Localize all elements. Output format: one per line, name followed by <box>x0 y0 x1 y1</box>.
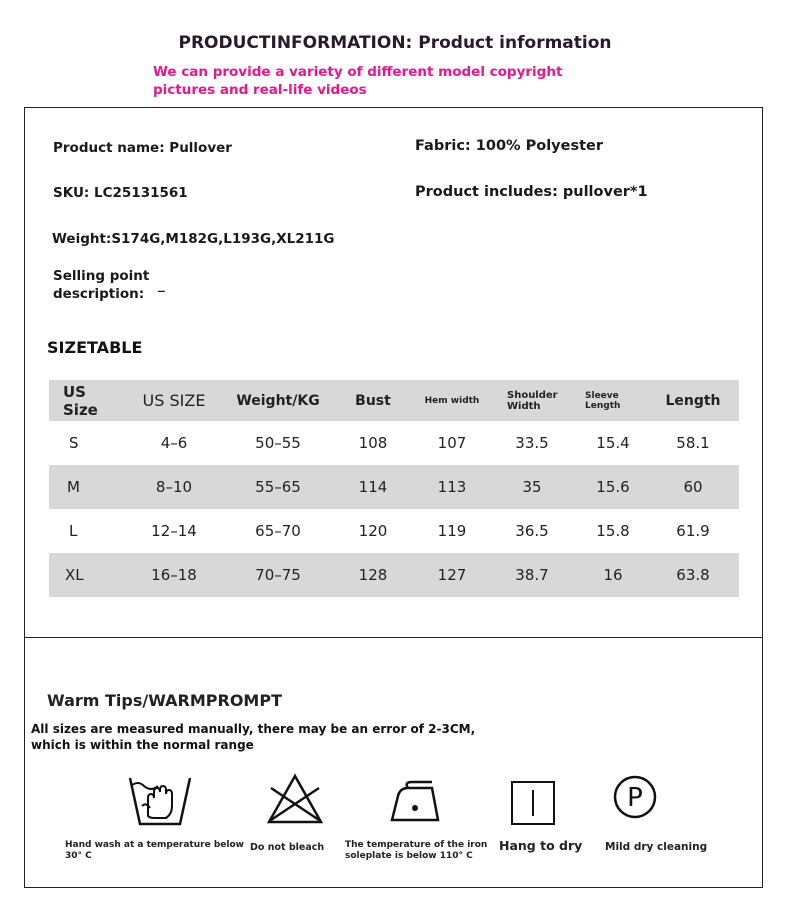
size-table-header <box>49 380 739 421</box>
cell-weight: 50–55 <box>255 434 301 452</box>
cell-shoulder: 33.5 <box>515 434 549 452</box>
cell-shoulder: 38.7 <box>485 553 579 597</box>
cell-hem: 119 <box>437 522 467 540</box>
header-shoulder-width: Shoulder Width <box>485 380 579 421</box>
warm-tips-title: Warm Tips/WARMPROMPT <box>47 691 282 710</box>
cell-us-size: 8–10 <box>119 465 229 509</box>
cell-sleeve: 15.8 <box>596 522 630 540</box>
size-table <box>49 380 739 597</box>
header-us-size-upper: US SIZE <box>119 380 229 421</box>
copyright-note-line2: pictures and real-life videos <box>153 82 367 98</box>
cell-hem: 113 <box>419 465 485 509</box>
cell-size: M <box>49 465 119 509</box>
cell-size: L <box>69 522 78 540</box>
cell-length: 60 <box>647 465 739 509</box>
cell-hem: 127 <box>419 553 485 597</box>
care-caption-hand-wash <box>65 840 244 862</box>
copyright-note <box>153 63 562 99</box>
product-name: Product name: Pullover <box>53 140 232 156</box>
table-row <box>49 509 739 553</box>
cell-hem: 107 <box>437 434 467 452</box>
cell-us-size: 16–18 <box>119 553 229 597</box>
cell-sleeve: 15.4 <box>596 434 630 452</box>
cell-length: 63.8 <box>647 553 739 597</box>
care-caption-line: The temperature of the iron <box>345 840 488 850</box>
care-caption-iron <box>345 840 487 862</box>
cell-size: XL <box>49 553 119 597</box>
hang-dry-icon <box>510 780 556 826</box>
do-not-bleach-icon <box>265 772 325 826</box>
cell-weight: 65–70 <box>255 522 301 540</box>
table-row <box>49 421 739 465</box>
header-length: Length <box>647 380 739 421</box>
cell-weight: 55–65 <box>229 465 327 509</box>
care-caption-hang: Hang to dry <box>499 838 583 853</box>
warm-tips-line2: which is within the normal range <box>31 738 254 752</box>
selling-point-value: _ <box>158 277 165 293</box>
dry-clean-icon <box>612 774 658 820</box>
cell-size: S <box>69 434 79 452</box>
iron-icon <box>388 780 442 824</box>
care-caption-dry-clean: Mild dry cleaning <box>605 841 708 853</box>
size-table-title: SIZETABLE <box>47 338 143 357</box>
cell-length: 61.9 <box>676 522 710 540</box>
cell-weight: 70–75 <box>229 553 327 597</box>
copyright-note-line1: We can provide a variety of different model copyright <box>153 64 563 80</box>
header-weight: Weight/KG <box>229 380 327 421</box>
cell-shoulder: 35 <box>485 465 579 509</box>
product-includes: Product includes: pullover*1 <box>415 184 648 200</box>
selling-point-line1: Selling point <box>53 268 150 284</box>
hand-wash-icon <box>128 772 192 828</box>
product-sku: SKU: LC25131561 <box>53 185 188 201</box>
selling-point-line2: description: <box>53 286 145 302</box>
table-row <box>49 553 739 597</box>
cell-sleeve: 16 <box>579 553 647 597</box>
cell-us-size: 12–14 <box>151 522 197 540</box>
cell-bust: 120 <box>358 522 388 540</box>
product-fabric: Fabric: 100% Polyester <box>415 138 604 154</box>
cell-sleeve: 15.6 <box>579 465 647 509</box>
cell-length: 58.1 <box>676 434 710 452</box>
selling-point-label <box>53 267 149 303</box>
cell-bust: 114 <box>327 465 419 509</box>
cell-us-size: 4–6 <box>160 434 188 452</box>
header-hem-width: Hem width <box>419 380 485 421</box>
header-sleeve-length: Sleeve Length <box>579 380 647 421</box>
cell-shoulder: 36.5 <box>515 522 549 540</box>
warm-tips-text <box>31 721 475 753</box>
care-caption-line: soleplate is below 110° C <box>345 851 473 861</box>
svg-text:P: P <box>627 783 643 813</box>
page-title: PRODUCTINFORMATION: Product information <box>178 33 612 53</box>
cell-bust: 128 <box>327 553 419 597</box>
header-us-size: US Size <box>49 380 119 421</box>
product-weight: Weight:S174G,M182G,L193G,XL211G <box>52 231 335 247</box>
header-bust: Bust <box>327 380 419 421</box>
warm-tips-line1: All sizes are measured manually, there may be an error of 2-3CM, <box>31 722 476 736</box>
care-caption-line: Hand wash at a temperature below <box>65 840 244 850</box>
cell-bust: 108 <box>358 434 388 452</box>
care-caption-bleach: Do not bleach <box>250 842 325 853</box>
table-row <box>49 465 739 509</box>
care-caption-line: 30° C <box>65 851 92 861</box>
